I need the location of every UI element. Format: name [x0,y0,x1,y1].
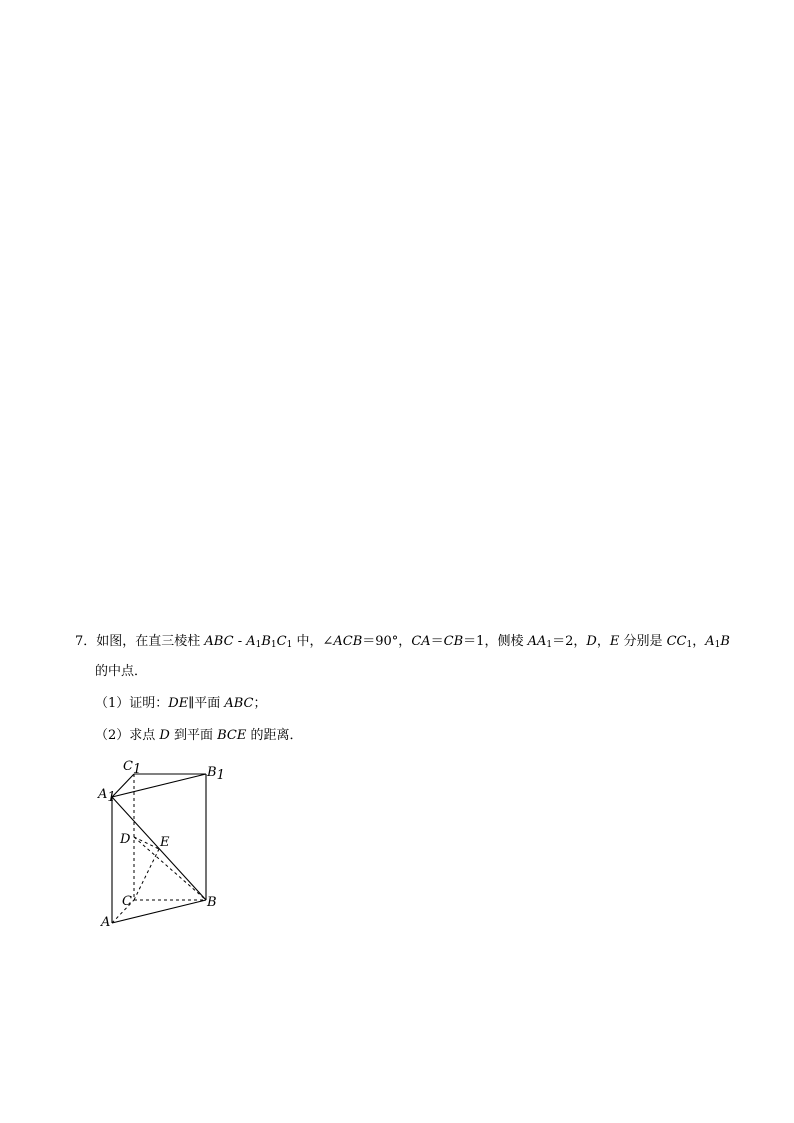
math-b: B [261,634,271,649]
text-segment: ； [253,696,267,711]
text-segment: ， [692,634,706,649]
segment-c-e [134,849,159,900]
text-segment: ， [596,634,610,649]
math-bce: BCE [217,728,247,743]
math-de: DE [168,696,189,711]
math-d: D [586,634,597,649]
segment-d-b [134,837,206,900]
math-c: C [276,634,287,649]
segment-d-e [134,837,159,849]
label-b: B [207,895,217,910]
problem-line-2 [95,663,147,681]
math-abc: ABC [224,696,254,711]
label-a1: A1 [98,787,116,805]
segment-a1-b [112,797,206,900]
text-segment: ＝1，侧棱 [463,634,528,649]
label-e: E [160,835,170,850]
label-c1: C1 [123,759,142,777]
text-segment: 的距离． [246,728,303,743]
label-d: D [120,832,131,847]
math-cb: CB [443,634,464,649]
subscript: 1 [546,640,553,650]
prism-figure [92,755,232,933]
math-aa: AA [527,634,547,649]
math-a: A [246,634,256,649]
text-segment: 的中点． [95,664,148,679]
problem-number: 7． [75,634,97,649]
text-segment: 中，∠ [292,634,334,649]
label-c: C [122,894,132,909]
edge-a1-b1 [112,774,206,797]
label-a: A [101,915,111,930]
subscript: 1 [686,640,693,650]
text-segment: ＝ [430,634,444,649]
subscript: 1 [270,640,277,650]
math-e: E [609,634,620,649]
math-cc: CC [666,634,687,649]
part-1-label: （1）证明： [95,696,169,711]
part-2 [95,727,302,745]
subscript: 1 [714,640,721,650]
math-d: D [159,728,170,743]
label-b1: B1 [207,765,225,783]
math-a: A [705,634,715,649]
text-segment: ＝90°， [362,634,412,649]
part-1 [95,695,267,713]
math-abc: ABC [204,634,234,649]
text-segment: 分别是 [619,634,667,649]
problem-line-1 [75,633,730,651]
text-segment: - [233,634,247,649]
text-segment: ＝2， [552,634,587,649]
math-ca: CA [411,634,431,649]
part-2-label: （2）求点 [95,728,160,743]
math-b: B [720,634,730,649]
text-segment: 如图，在直三棱柱 [96,634,205,649]
math-acb: ACB [333,634,363,649]
text-segment: 到平面 [169,728,218,743]
subscript: 1 [255,640,262,650]
subscript: 1 [286,640,293,650]
text-segment: ∥平面 [188,696,225,711]
